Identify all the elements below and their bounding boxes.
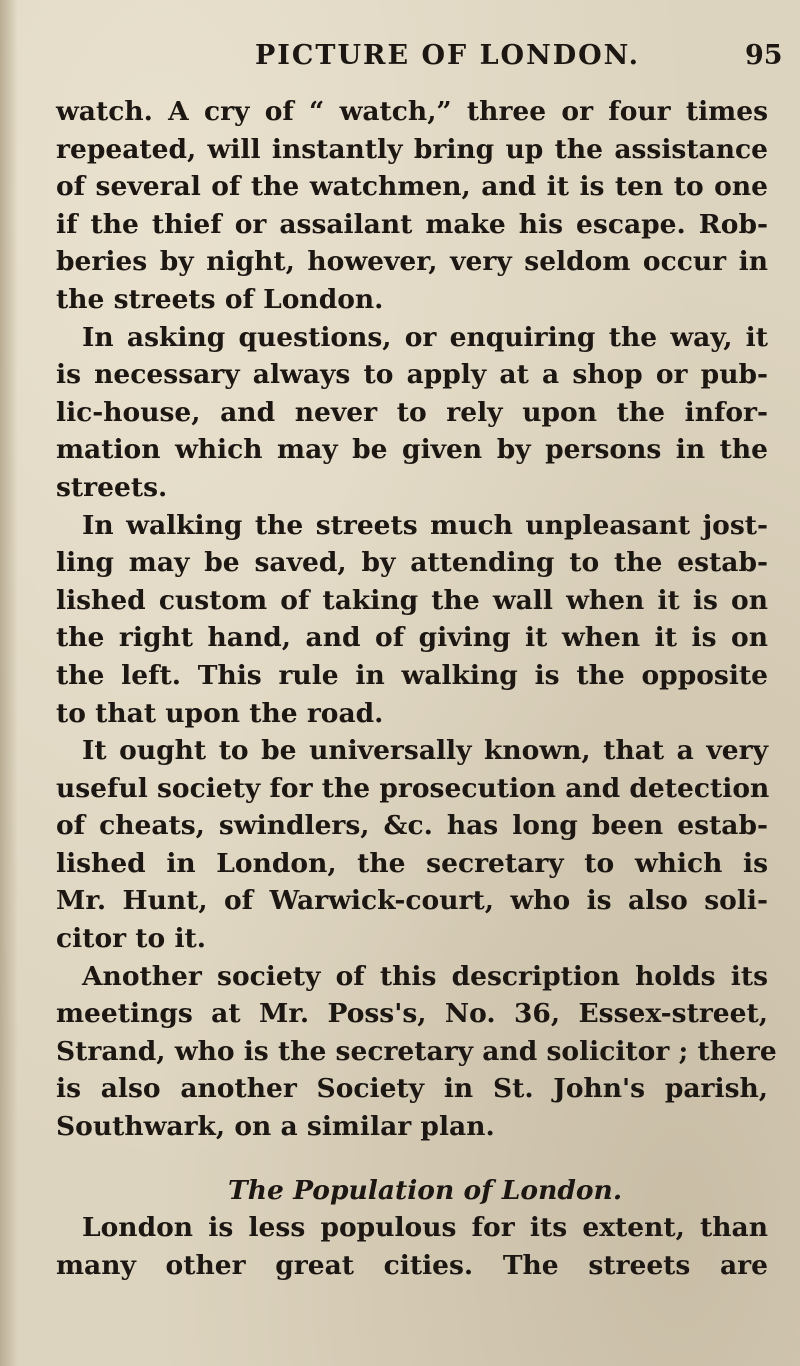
page-gutter-shadow	[0, 0, 18, 1366]
text-line: of several of the watchmen, and it is ten to one	[56, 171, 768, 203]
text-line: beries by night, however, very seldom occur in	[56, 246, 768, 278]
text-line: to that upon the road.	[56, 697, 384, 729]
text-line: useful society for the prosecution and detection	[56, 772, 770, 804]
text-line: In asking questions, or enquiring the way, it	[82, 321, 768, 353]
text-line: the streets of London.	[56, 283, 384, 315]
text-line: meetings at Mr. Poss's, No. 36, Essex-street,	[56, 998, 768, 1030]
text-line: is also another Society in St. John's parish,	[56, 1073, 768, 1105]
page-number: 95	[745, 40, 783, 71]
text-line: streets.	[56, 471, 168, 503]
text-line: many other great cities. The streets are	[56, 1249, 768, 1281]
text-line: Another society of this description holds its	[82, 960, 768, 992]
text-line: lic-house, and never to rely upon the infor-	[56, 396, 768, 428]
body-text	[56, 93, 777, 1284]
page-header	[0, 40, 800, 90]
text-line: Southwark, on a similar plan.	[56, 1111, 495, 1143]
text-line: is necessary always to apply at a shop or pub-	[56, 359, 768, 391]
text-line: Mr. Hunt, of Warwick-court, who is also soli-	[56, 885, 768, 917]
text-line: ling may be saved, by attending to the estab-	[56, 547, 768, 579]
text-line: citor to it.	[56, 923, 206, 955]
text-line: London is less populous for its extent, than	[82, 1212, 768, 1244]
text-line: of cheats, swindlers, &c. has long been estab-	[56, 810, 768, 842]
text-line: if the thief or assailant make his escape. Rob-	[56, 208, 768, 240]
text-line: mation which may be given by persons in the	[56, 434, 768, 466]
text-line: lished in London, the secretary to which is	[56, 847, 768, 879]
text-line: Strand, who is the secretary and solicitor ; there	[56, 1035, 777, 1067]
text-line: the right hand, and of giving it when it is on	[56, 622, 768, 654]
text-line: It ought to be universally known, that a very	[82, 735, 768, 767]
text-line: the left. This rule in walking is the opposite	[56, 659, 768, 691]
text-line: repeated, will instantly bring up the assistance	[56, 133, 768, 165]
running-title: PICTURE OF LONDON.	[255, 40, 641, 71]
text-line: watch. A cry of “ watch,” three or four times	[56, 96, 768, 127]
text-line: lished custom of taking the wall when it is on	[56, 584, 768, 616]
section-heading: The Population of London.	[228, 1174, 623, 1206]
text-line: In walking the streets much unpleasant jost-	[82, 509, 768, 541]
